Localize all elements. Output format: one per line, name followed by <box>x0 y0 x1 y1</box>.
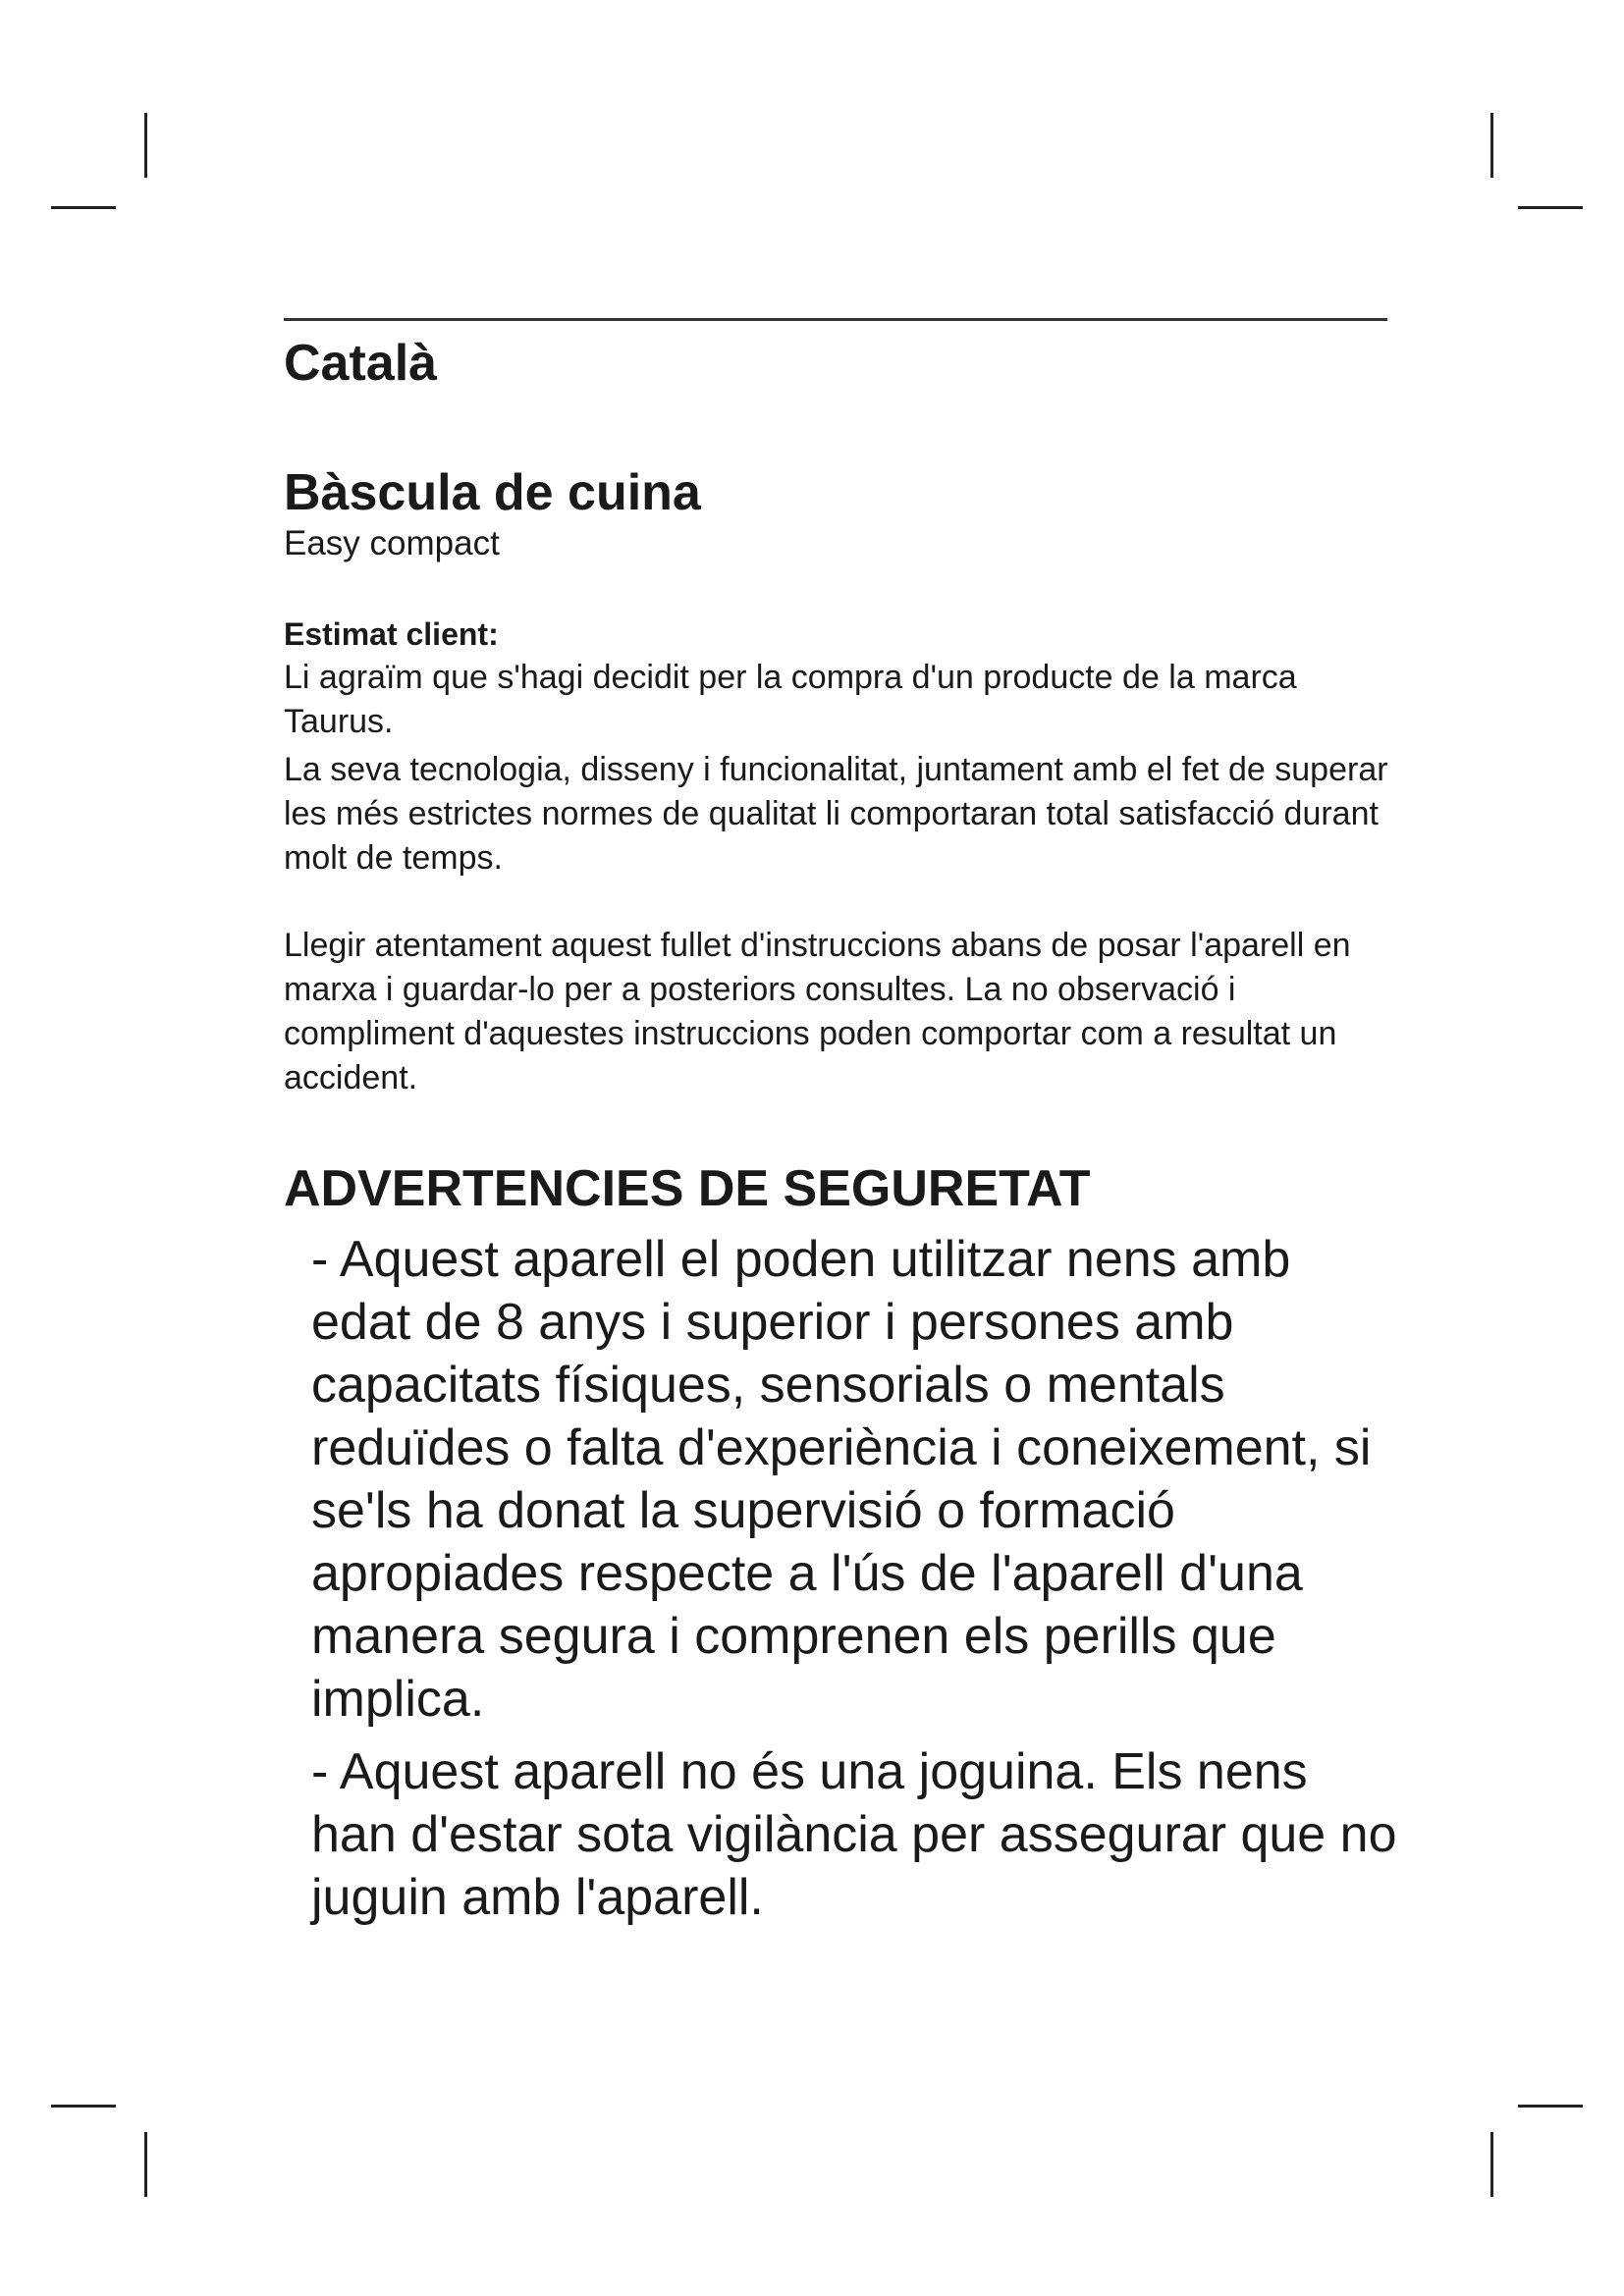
instructions-notice: Llegir atentament aquest fullet d'instruccions abans de posar l'aparell en marxa i guardar-lo per a posteriors consultes. La no observació i compliment d'aquestes instruccions poden comportar com a resultat un accident. <box>284 927 1351 1096</box>
crop-mark-top-right-vertical <box>1490 113 1493 178</box>
product-title: Bàscula de cuina <box>284 464 701 521</box>
crop-mark-top-left-horizontal <box>51 206 116 209</box>
safety-warnings-title: ADVERTENCIES DE SEGURETAT <box>284 1160 1091 1217</box>
language-heading: Català <box>284 335 438 392</box>
greeting: Estimat client: <box>284 616 499 652</box>
intro-paragraph: La seva tecnologia, disseny i funcionalitat, juntament amb el fet de superar les més estrictes normes de qualitat li comportaran total satisfacció durant molt de temps. <box>284 751 1388 877</box>
safety-warning-item: - Aquest aparell no és una joguina. Els nens han d'estar sota vigilància per assegurar que no juguin amb l'aparell. <box>311 1743 1397 1926</box>
intro-paragraph: Li agraïm que s'hagi decidit per la compra d'un producte de la marca Taurus. <box>284 659 1297 740</box>
safety-warnings-list <box>311 1228 1401 1929</box>
page-content <box>284 334 1397 1939</box>
crop-mark-bottom-left-vertical <box>144 2132 147 2197</box>
header-divider <box>284 318 1387 321</box>
crop-mark-top-right-horizontal <box>1518 206 1583 209</box>
product-model: Easy compact <box>284 524 500 562</box>
crop-mark-bottom-right-horizontal <box>1518 2105 1583 2108</box>
safety-warning-item: - Aquest aparell el poden utilitzar nens amb edat de 8 anys i superior i persones amb capacitats físiques, sensorials o mentals reduïdes o falta d'experiència i coneixement, si se'ls ha donat la supervisió o formació apropiades respecte a l'ús de l'aparell d'una manera segura i comprenen els perills que implica. <box>311 1231 1372 1728</box>
crop-mark-top-left-vertical <box>144 113 147 178</box>
crop-mark-bottom-right-vertical <box>1490 2132 1493 2197</box>
crop-mark-bottom-left-horizontal <box>51 2105 116 2108</box>
